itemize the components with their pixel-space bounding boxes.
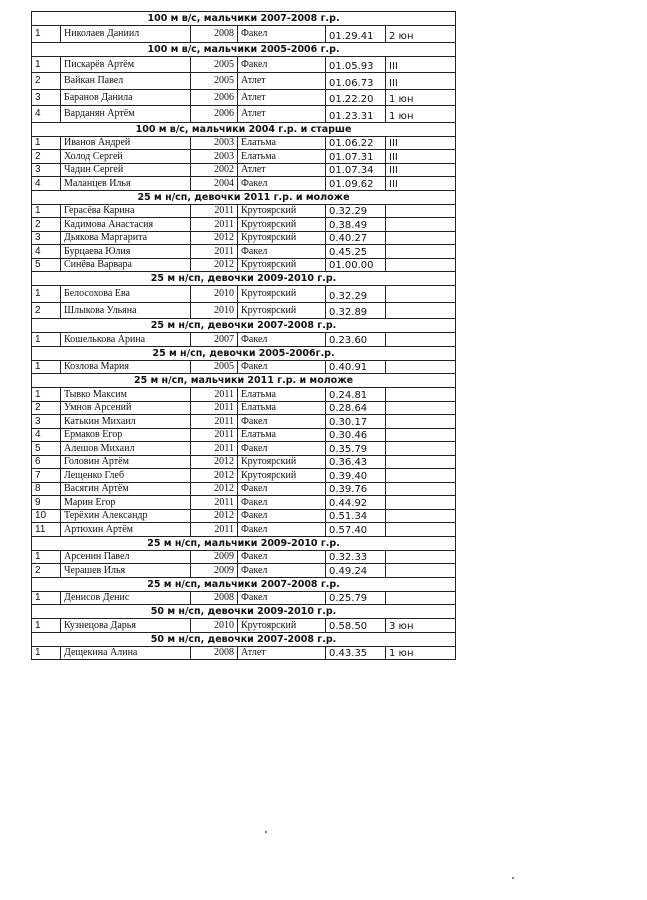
athlete-name-cell: Синёва Варвара bbox=[61, 258, 191, 272]
rank-cell: III bbox=[386, 136, 456, 150]
table-row bbox=[32, 564, 456, 578]
birth-year-cell: 2010 bbox=[191, 619, 238, 633]
club-cell: Факел bbox=[238, 415, 326, 429]
place-cell: 1 bbox=[32, 56, 61, 73]
section-header bbox=[32, 42, 456, 56]
rank-cell bbox=[386, 245, 456, 259]
birth-year-cell: 2008 bbox=[191, 646, 238, 660]
result-time-cell: 0.57.40 bbox=[326, 523, 386, 537]
place-cell: 2 bbox=[32, 73, 61, 90]
birth-year-cell: 2011 bbox=[191, 442, 238, 456]
birth-year-cell: 2011 bbox=[191, 204, 238, 218]
club-cell: Факел bbox=[238, 56, 326, 73]
section-title: 50 м н/сп, девочки 2007-2008 г.р. bbox=[32, 632, 456, 646]
birth-year-cell: 2012 bbox=[191, 509, 238, 523]
table-row bbox=[32, 442, 456, 456]
table-row bbox=[32, 482, 456, 496]
table-row bbox=[32, 455, 456, 469]
section-title: 25 м н/сп, мальчики 2007-2008 г.р. bbox=[32, 577, 456, 591]
club-cell: Факел bbox=[238, 360, 326, 374]
birth-year-cell: 2011 bbox=[191, 218, 238, 232]
result-time-cell: 0.49.24 bbox=[326, 564, 386, 578]
athlete-name-cell: Дьякова Маргарита bbox=[61, 231, 191, 245]
athlete-name-cell: Марин Егор bbox=[61, 496, 191, 510]
birth-year-cell: 2009 bbox=[191, 564, 238, 578]
club-cell: Факел bbox=[238, 482, 326, 496]
place-cell: 1 bbox=[32, 591, 61, 605]
place-cell: 1 bbox=[32, 360, 61, 374]
birth-year-cell: 2004 bbox=[191, 177, 238, 191]
rank-cell: 2 юн bbox=[386, 26, 456, 43]
table-row bbox=[32, 163, 456, 177]
rank-cell bbox=[386, 564, 456, 578]
table-row bbox=[32, 469, 456, 483]
table-row bbox=[32, 150, 456, 164]
place-cell: 3 bbox=[32, 89, 61, 106]
section-title: 25 м н/сп, мальчики 2011 г.р. и моложе bbox=[32, 374, 456, 388]
rank-cell bbox=[386, 204, 456, 218]
result-time-cell: 0.44.92 bbox=[326, 496, 386, 510]
club-cell: Атлет bbox=[238, 106, 326, 123]
rank-cell: 1 юн bbox=[386, 89, 456, 106]
birth-year-cell: 2005 bbox=[191, 73, 238, 90]
birth-year-cell: 2008 bbox=[191, 26, 238, 43]
section-title: 25 м н/сп, девочки 2005-2006г.р. bbox=[32, 346, 456, 360]
section-header bbox=[32, 632, 456, 646]
result-time-cell: 0.23.60 bbox=[326, 333, 386, 347]
club-cell: Елатьма bbox=[238, 150, 326, 164]
result-time-cell: 0.40.27 bbox=[326, 231, 386, 245]
rank-cell: III bbox=[386, 177, 456, 191]
athlete-name-cell: Пискарёв Артём bbox=[61, 56, 191, 73]
section-header bbox=[32, 577, 456, 591]
section-title: 100 м в/с, мальчики 2005-2006 г.р. bbox=[32, 42, 456, 56]
table-row bbox=[32, 258, 456, 272]
table-row bbox=[32, 388, 456, 402]
section-title: 25 м н/сп, девочки 2007-2008 г.р. bbox=[32, 319, 456, 333]
place-cell: 11 bbox=[32, 523, 61, 537]
place-cell: 1 bbox=[32, 550, 61, 564]
athlete-name-cell: Козлова Мария bbox=[61, 360, 191, 374]
birth-year-cell: 2012 bbox=[191, 482, 238, 496]
club-cell: Факел bbox=[238, 177, 326, 191]
rank-cell: 3 юн bbox=[386, 619, 456, 633]
table-row bbox=[32, 218, 456, 232]
table-row bbox=[32, 360, 456, 374]
section-title: 25 м н/сп, девочки 2011 г.р. и моложе bbox=[32, 190, 456, 204]
table-row bbox=[32, 286, 456, 303]
rank-cell bbox=[386, 509, 456, 523]
table-row bbox=[32, 591, 456, 605]
result-time-cell: 01.00.00 bbox=[326, 258, 386, 272]
table-row bbox=[32, 106, 456, 123]
birth-year-cell: 2012 bbox=[191, 469, 238, 483]
result-time-cell: 01.06.73 bbox=[326, 73, 386, 90]
club-cell: Елатьма bbox=[238, 401, 326, 415]
result-time-cell: 01.23.31 bbox=[326, 106, 386, 123]
rank-cell bbox=[386, 482, 456, 496]
club-cell: Крутоярский bbox=[238, 455, 326, 469]
club-cell: Атлет bbox=[238, 646, 326, 660]
athlete-name-cell: Баранов Данила bbox=[61, 89, 191, 106]
club-cell: Факел bbox=[238, 591, 326, 605]
table-row bbox=[32, 401, 456, 415]
birth-year-cell: 2007 bbox=[191, 333, 238, 347]
athlete-name-cell: Арсенин Павел bbox=[61, 550, 191, 564]
table-row bbox=[32, 523, 456, 537]
place-cell: 3 bbox=[32, 163, 61, 177]
birth-year-cell: 2008 bbox=[191, 591, 238, 605]
rank-cell bbox=[386, 401, 456, 415]
rank-cell bbox=[386, 218, 456, 232]
place-cell: 1 bbox=[32, 26, 61, 43]
birth-year-cell: 2009 bbox=[191, 550, 238, 564]
birth-year-cell: 2005 bbox=[191, 360, 238, 374]
rank-cell bbox=[386, 496, 456, 510]
place-cell: 4 bbox=[32, 245, 61, 259]
section-title: 50 м н/сп, девочки 2009-2010 г.р. bbox=[32, 605, 456, 619]
birth-year-cell: 2012 bbox=[191, 258, 238, 272]
section-title: 100 м в/с, мальчики 2007-2008 г.р. bbox=[32, 12, 456, 26]
result-time-cell: 0.51.34 bbox=[326, 509, 386, 523]
place-cell: 3 bbox=[32, 231, 61, 245]
club-cell: Крутоярский bbox=[238, 286, 326, 303]
place-cell: 2 bbox=[32, 401, 61, 415]
place-cell: 2 bbox=[32, 150, 61, 164]
result-time-cell: 0.40.91 bbox=[326, 360, 386, 374]
result-time-cell: 0.30.17 bbox=[326, 415, 386, 429]
result-time-cell: 01.29.41 bbox=[326, 26, 386, 43]
place-cell: 4 bbox=[32, 177, 61, 191]
athlete-name-cell: Бурцаева Юлия bbox=[61, 245, 191, 259]
club-cell: Факел bbox=[238, 523, 326, 537]
rank-cell: III bbox=[386, 150, 456, 164]
rank-cell bbox=[386, 415, 456, 429]
rank-cell bbox=[386, 591, 456, 605]
club-cell: Факел bbox=[238, 509, 326, 523]
table-row bbox=[32, 509, 456, 523]
result-time-cell: 01.06.22 bbox=[326, 136, 386, 150]
athlete-name-cell: Головин Артём bbox=[61, 455, 191, 469]
results-table bbox=[31, 11, 456, 660]
birth-year-cell: 2011 bbox=[191, 245, 238, 259]
section-title: 25 м н/сп, мальчики 2009-2010 г.р. bbox=[32, 536, 456, 550]
birth-year-cell: 2011 bbox=[191, 415, 238, 429]
place-cell: 10 bbox=[32, 509, 61, 523]
club-cell: Елатьма bbox=[238, 388, 326, 402]
rank-cell: III bbox=[386, 73, 456, 90]
result-time-cell: 0.38.49 bbox=[326, 218, 386, 232]
athlete-name-cell: Вайкан Павел bbox=[61, 73, 191, 90]
club-cell: Факел bbox=[238, 564, 326, 578]
place-cell: 2 bbox=[32, 302, 61, 319]
club-cell: Атлет bbox=[238, 89, 326, 106]
club-cell: Факел bbox=[238, 245, 326, 259]
result-time-cell: 0.32.29 bbox=[326, 204, 386, 218]
club-cell: Крутоярский bbox=[238, 619, 326, 633]
place-cell: 7 bbox=[32, 469, 61, 483]
result-time-cell: 0.58.50 bbox=[326, 619, 386, 633]
place-cell: 9 bbox=[32, 496, 61, 510]
birth-year-cell: 2010 bbox=[191, 302, 238, 319]
club-cell: Крутоярский bbox=[238, 204, 326, 218]
athlete-name-cell: Иванов Андрей bbox=[61, 136, 191, 150]
section-header bbox=[32, 374, 456, 388]
table-row bbox=[32, 177, 456, 191]
result-time-cell: 0.35.79 bbox=[326, 442, 386, 456]
athlete-name-cell: Алешов Михаил bbox=[61, 442, 191, 456]
athlete-name-cell: Ермаков Егор bbox=[61, 428, 191, 442]
table-row bbox=[32, 56, 456, 73]
club-cell: Крутоярский bbox=[238, 231, 326, 245]
birth-year-cell: 2005 bbox=[191, 56, 238, 73]
rank-cell bbox=[386, 286, 456, 303]
section-header bbox=[32, 346, 456, 360]
table-row bbox=[32, 496, 456, 510]
athlete-name-cell: Шлыкова Ульяна bbox=[61, 302, 191, 319]
athlete-name-cell: Белосохова Ева bbox=[61, 286, 191, 303]
section-header bbox=[32, 605, 456, 619]
birth-year-cell: 2006 bbox=[191, 106, 238, 123]
athlete-name-cell: Чадин Сергей bbox=[61, 163, 191, 177]
section-header bbox=[32, 536, 456, 550]
athlete-name-cell: Дещекина Алина bbox=[61, 646, 191, 660]
club-cell: Факел bbox=[238, 496, 326, 510]
place-cell: 3 bbox=[32, 415, 61, 429]
result-time-cell: 0.43.35 bbox=[326, 646, 386, 660]
place-cell: 1 bbox=[32, 204, 61, 218]
section-header bbox=[32, 319, 456, 333]
place-cell: 6 bbox=[32, 455, 61, 469]
place-cell: 1 bbox=[32, 388, 61, 402]
place-cell: 5 bbox=[32, 258, 61, 272]
table-row bbox=[32, 204, 456, 218]
table-row bbox=[32, 136, 456, 150]
athlete-name-cell: Кадимова Анастасия bbox=[61, 218, 191, 232]
scan-speck bbox=[265, 831, 267, 833]
place-cell: 1 bbox=[32, 646, 61, 660]
birth-year-cell: 2011 bbox=[191, 428, 238, 442]
section-title: 25 м н/сп, девочки 2009-2010 г.р. bbox=[32, 272, 456, 286]
place-cell: 1 bbox=[32, 619, 61, 633]
birth-year-cell: 2012 bbox=[191, 455, 238, 469]
athlete-name-cell: Варданян Артём bbox=[61, 106, 191, 123]
result-time-cell: 01.09.62 bbox=[326, 177, 386, 191]
athlete-name-cell: Николаев Даниил bbox=[61, 26, 191, 43]
athlete-name-cell: Кошелькова Арина bbox=[61, 333, 191, 347]
birth-year-cell: 2010 bbox=[191, 286, 238, 303]
club-cell: Крутоярский bbox=[238, 258, 326, 272]
athlete-name-cell: Лещенко Глеб bbox=[61, 469, 191, 483]
birth-year-cell: 2002 bbox=[191, 163, 238, 177]
result-time-cell: 01.07.31 bbox=[326, 150, 386, 164]
table-row bbox=[32, 231, 456, 245]
result-time-cell: 0.32.33 bbox=[326, 550, 386, 564]
place-cell: 4 bbox=[32, 428, 61, 442]
scan-speck bbox=[512, 877, 514, 879]
rank-cell bbox=[386, 360, 456, 374]
result-time-cell: 0.25.79 bbox=[326, 591, 386, 605]
rank-cell: 1 юн bbox=[386, 106, 456, 123]
club-cell: Крутоярский bbox=[238, 302, 326, 319]
table-row bbox=[32, 428, 456, 442]
athlete-name-cell: Холод Сергей bbox=[61, 150, 191, 164]
section-header bbox=[32, 272, 456, 286]
athlete-name-cell: Денисов Денис bbox=[61, 591, 191, 605]
result-time-cell: 0.32.29 bbox=[326, 286, 386, 303]
table-row bbox=[32, 302, 456, 319]
athlete-name-cell: Кузнецова Дарья bbox=[61, 619, 191, 633]
table-row bbox=[32, 646, 456, 660]
athlete-name-cell: Маланцев Илья bbox=[61, 177, 191, 191]
result-time-cell: 0.39.40 bbox=[326, 469, 386, 483]
rank-cell bbox=[386, 258, 456, 272]
section-header bbox=[32, 190, 456, 204]
result-time-cell: 0.39.76 bbox=[326, 482, 386, 496]
result-time-cell: 0.45.25 bbox=[326, 245, 386, 259]
rank-cell bbox=[386, 333, 456, 347]
athlete-name-cell: Тывко Максим bbox=[61, 388, 191, 402]
club-cell: Елатьма bbox=[238, 136, 326, 150]
birth-year-cell: 2011 bbox=[191, 496, 238, 510]
section-header bbox=[32, 122, 456, 136]
rank-cell bbox=[386, 442, 456, 456]
table-row bbox=[32, 333, 456, 347]
place-cell: 2 bbox=[32, 218, 61, 232]
rank-cell bbox=[386, 469, 456, 483]
birth-year-cell: 2003 bbox=[191, 150, 238, 164]
rank-cell bbox=[386, 302, 456, 319]
rank-cell: 1 юн bbox=[386, 646, 456, 660]
rank-cell bbox=[386, 231, 456, 245]
result-time-cell: 01.05.93 bbox=[326, 56, 386, 73]
table-row bbox=[32, 550, 456, 564]
athlete-name-cell: Герасёва Карина bbox=[61, 204, 191, 218]
result-time-cell: 0.28.64 bbox=[326, 401, 386, 415]
place-cell: 4 bbox=[32, 106, 61, 123]
rank-cell: III bbox=[386, 56, 456, 73]
club-cell: Атлет bbox=[238, 73, 326, 90]
section-title: 100 м в/с, мальчики 2004 г.р. и старше bbox=[32, 122, 456, 136]
rank-cell: III bbox=[386, 163, 456, 177]
athlete-name-cell: Артюхин Артём bbox=[61, 523, 191, 537]
club-cell: Крутоярский bbox=[238, 469, 326, 483]
athlete-name-cell: Терёхин Александр bbox=[61, 509, 191, 523]
club-cell: Елатьма bbox=[238, 428, 326, 442]
athlete-name-cell: Умнов Арсений bbox=[61, 401, 191, 415]
birth-year-cell: 2011 bbox=[191, 523, 238, 537]
rank-cell bbox=[386, 523, 456, 537]
table-row bbox=[32, 26, 456, 43]
rank-cell bbox=[386, 428, 456, 442]
athlete-name-cell: Катькин Михаил bbox=[61, 415, 191, 429]
place-cell: 1 bbox=[32, 333, 61, 347]
place-cell: 1 bbox=[32, 136, 61, 150]
result-time-cell: 01.07.34 bbox=[326, 163, 386, 177]
birth-year-cell: 2011 bbox=[191, 388, 238, 402]
birth-year-cell: 2006 bbox=[191, 89, 238, 106]
birth-year-cell: 2003 bbox=[191, 136, 238, 150]
result-time-cell: 01.22.20 bbox=[326, 89, 386, 106]
table-row bbox=[32, 619, 456, 633]
table-row bbox=[32, 415, 456, 429]
athlete-name-cell: Васягин Артём bbox=[61, 482, 191, 496]
table-row bbox=[32, 89, 456, 106]
rank-cell bbox=[386, 388, 456, 402]
place-cell: 2 bbox=[32, 564, 61, 578]
table-row bbox=[32, 73, 456, 90]
club-cell: Крутоярский bbox=[238, 218, 326, 232]
club-cell: Атлет bbox=[238, 163, 326, 177]
birth-year-cell: 2011 bbox=[191, 401, 238, 415]
club-cell: Факел bbox=[238, 26, 326, 43]
result-time-cell: 0.24.81 bbox=[326, 388, 386, 402]
result-time-cell: 0.36.43 bbox=[326, 455, 386, 469]
place-cell: 5 bbox=[32, 442, 61, 456]
club-cell: Факел bbox=[238, 442, 326, 456]
result-time-cell: 0.30.46 bbox=[326, 428, 386, 442]
club-cell: Факел bbox=[238, 333, 326, 347]
place-cell: 8 bbox=[32, 482, 61, 496]
birth-year-cell: 2012 bbox=[191, 231, 238, 245]
result-time-cell: 0.32.89 bbox=[326, 302, 386, 319]
table-row bbox=[32, 245, 456, 259]
athlete-name-cell: Черашев Илья bbox=[61, 564, 191, 578]
place-cell: 1 bbox=[32, 286, 61, 303]
club-cell: Факел bbox=[238, 550, 326, 564]
rank-cell bbox=[386, 455, 456, 469]
section-header bbox=[32, 12, 456, 26]
rank-cell bbox=[386, 550, 456, 564]
